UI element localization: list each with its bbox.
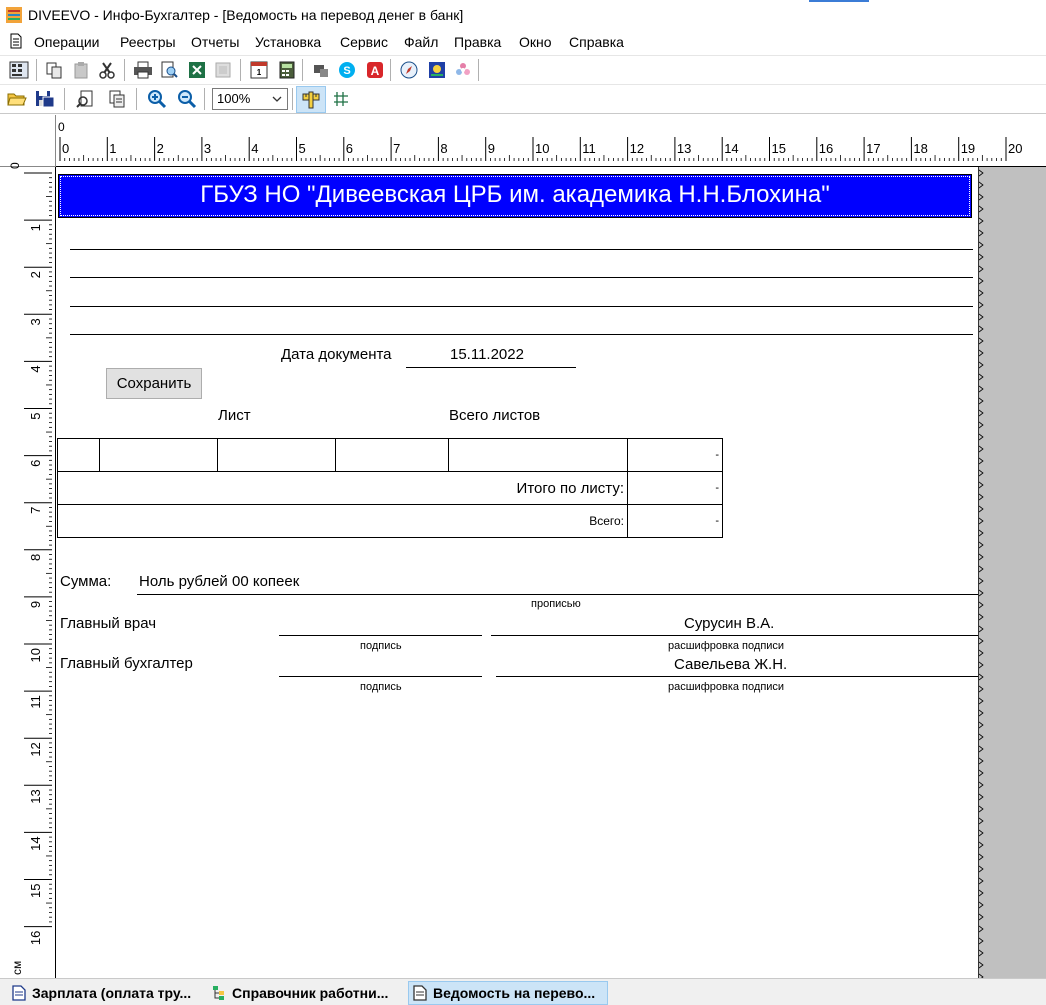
v-ruler-label: 5	[28, 412, 43, 420]
h-ruler-label: 10	[535, 141, 550, 156]
calculator-grid-icon[interactable]	[8, 59, 30, 81]
h-ruler-label: 14	[724, 141, 739, 156]
v-ruler-label: 4	[28, 365, 43, 373]
sum-label: Сумма:	[60, 573, 112, 590]
tree-icon	[212, 985, 226, 1001]
h-ruler-label: 8	[440, 141, 448, 156]
photo-icon[interactable]	[426, 59, 448, 81]
h-ruler-label: 17	[866, 141, 881, 156]
table-row	[58, 439, 723, 472]
tab-transfer-statement-label: Ведомость на перево...	[433, 985, 596, 1001]
h-ruler-label: 7	[393, 141, 401, 156]
paste-icon[interactable]	[70, 59, 92, 81]
ruler-icon	[301, 90, 321, 110]
page-edge-marks	[979, 167, 985, 978]
sheet-total-label: Итого по листу:	[58, 472, 628, 505]
compass-icon[interactable]	[398, 59, 420, 81]
table-cell	[449, 439, 628, 472]
date-label: Дата документа	[281, 346, 392, 363]
v-ruler-label: 7	[28, 506, 43, 514]
open-folder-icon[interactable]	[6, 88, 28, 110]
save-disk-icon[interactable]	[34, 88, 56, 110]
sum-value: Ноль рублей 00 копеек	[139, 573, 300, 590]
vertical-ruler-ticks	[0, 167, 56, 978]
table-cell	[336, 439, 449, 472]
report-view	[0, 115, 1046, 978]
window-title: DIVEEVO - Инфо-Бухгалтер - [Ведомость на перевод денег в банк]	[28, 7, 464, 23]
chief-doctor-name: Сурусин В.А.	[684, 615, 775, 632]
blank-line-3	[70, 306, 973, 307]
total-sheets-label: Всего листов	[449, 407, 541, 424]
menu-window[interactable]: Окно	[519, 34, 552, 50]
ruler-corner	[0, 115, 56, 167]
menu-bar	[0, 30, 1046, 54]
blank-line-1	[70, 249, 973, 250]
v-ruler-label: 12	[28, 742, 43, 757]
save-button[interactable]: Сохранить	[106, 368, 202, 399]
title-bar	[0, 0, 1046, 30]
zoom-out-icon[interactable]	[176, 88, 198, 110]
table-row	[58, 505, 723, 538]
blank-line-2	[70, 277, 973, 278]
document-icon	[12, 985, 26, 1001]
sum-underline	[137, 594, 978, 595]
table-cell	[100, 439, 218, 472]
menu-reports[interactable]: Отчеты	[191, 34, 240, 50]
toolbar-separator	[390, 59, 391, 81]
h-ruler-label: 2	[156, 141, 164, 156]
menu-registries[interactable]: Реестры	[120, 34, 176, 50]
report-toolbar	[0, 84, 1046, 114]
page-margin-background	[978, 167, 1046, 978]
date-value: 15.11.2022	[450, 346, 524, 363]
v-ruler-label: 10	[28, 648, 43, 663]
network-icon[interactable]	[310, 59, 332, 81]
window-tabs	[0, 978, 1046, 1005]
horizontal-ruler-ticks	[56, 115, 1046, 167]
tab-transfer-statement[interactable]	[408, 981, 608, 1005]
h-ruler-label: 13	[676, 141, 692, 156]
sheet-label: Лист	[218, 407, 251, 424]
v-ruler-label: 1	[28, 224, 43, 232]
chief-accountant-signature-line	[279, 676, 482, 677]
h-ruler-label: 20	[1008, 141, 1023, 156]
menu-help[interactable]: Справка	[569, 34, 624, 50]
v-ruler-label: 14	[28, 836, 43, 851]
horizontal-ruler	[56, 115, 1046, 167]
title-accent	[809, 0, 869, 2]
calendar-1c-icon[interactable]	[248, 59, 270, 81]
toolbar-separator	[292, 88, 293, 110]
toolbar-separator	[240, 59, 241, 81]
menu-edit[interactable]: Правка	[454, 34, 502, 50]
zoom-value: 100%	[217, 91, 251, 106]
app-a-icon[interactable]	[364, 59, 386, 81]
menu-settings[interactable]: Установка	[255, 34, 322, 50]
flower-icon[interactable]	[452, 59, 474, 81]
h-ruler-origin: 0	[58, 120, 65, 134]
chief-accountant-decoding-caption: расшифровка подписи	[668, 681, 785, 693]
vertical-ruler	[0, 162, 56, 978]
h-ruler-label: 4	[251, 141, 259, 156]
toolbar-separator	[302, 59, 303, 81]
v-ruler-label: 11	[28, 695, 43, 709]
svg-text:S: S	[343, 65, 351, 77]
v-ruler-label: 15	[28, 883, 43, 898]
preview-icon[interactable]	[158, 59, 180, 81]
chief-doctor-signature-line	[279, 635, 482, 636]
chevron-down-icon	[270, 91, 284, 107]
v-ruler-origin: 0	[8, 162, 22, 169]
chief-accountant-name: Савельева Ж.Н.	[674, 656, 788, 673]
v-ruler-label: 6	[28, 459, 43, 467]
print-icon[interactable]	[132, 59, 154, 81]
tab-employees[interactable]	[208, 981, 404, 1005]
find-page-icon[interactable]	[74, 88, 96, 110]
pages-icon[interactable]	[106, 88, 128, 110]
svg-text:A: A	[370, 64, 380, 78]
v-ruler-label: 3	[28, 318, 43, 326]
toolbar-separator	[136, 88, 137, 110]
v-ruler-label: 16	[28, 930, 43, 946]
h-ruler-label: 18	[913, 141, 928, 156]
toolbar-separator	[478, 59, 479, 81]
v-ruler-label: 9	[28, 600, 43, 609]
table-cell: -	[628, 439, 723, 472]
toolbar-separator	[64, 88, 65, 110]
table-cell	[218, 439, 336, 472]
v-ruler-label: 2	[28, 271, 43, 279]
tab-salary[interactable]	[8, 981, 204, 1005]
h-ruler-label: 3	[203, 141, 212, 156]
v-ruler-unit: см	[10, 960, 24, 975]
h-ruler-label: 16	[818, 141, 834, 156]
ruler-toggle-button[interactable]	[296, 86, 326, 113]
tab-salary-label: Зарплата (оплата тру...	[32, 985, 192, 1001]
menu-operations[interactable]: Операции	[34, 34, 100, 50]
blank-line-4	[70, 334, 973, 335]
org-header: ГБУЗ НО "Дивеевская ЦРБ им. академика Н.Н.Блохина"	[58, 174, 972, 218]
grand-total-value: -	[628, 505, 723, 538]
table-row	[58, 472, 723, 505]
cut-icon[interactable]	[96, 59, 118, 81]
h-ruler-label: 12	[629, 141, 645, 156]
chief-doctor-decoding-caption: расшифровка подписи	[668, 640, 785, 652]
copy-icon[interactable]	[43, 59, 65, 81]
chief-doctor-name-line	[491, 635, 978, 636]
h-ruler-label: 15	[771, 141, 786, 156]
chief-accountant-label: Главный бухгалтер	[60, 655, 193, 672]
date-underline	[406, 367, 576, 368]
tab-employees-label: Справочник работни...	[232, 985, 389, 1001]
calculator-icon[interactable]	[276, 59, 298, 81]
svg-text:1: 1	[256, 68, 262, 77]
v-ruler-label: 8	[28, 553, 43, 562]
app-icon	[6, 7, 22, 23]
skype-icon[interactable]	[336, 59, 358, 81]
sheet-total-value: -	[628, 472, 723, 505]
menu-file[interactable]: Файл	[404, 34, 439, 50]
h-ruler-label: 0	[62, 141, 70, 156]
main-toolbar	[0, 55, 1046, 83]
h-ruler-label: 5	[298, 141, 306, 156]
excel-icon[interactable]	[186, 59, 208, 81]
export-disabled-icon[interactable]	[212, 59, 234, 81]
toolbar-separator	[124, 59, 125, 81]
chief-doctor-label: Главный врач	[60, 615, 157, 632]
payment-table	[57, 438, 723, 538]
h-ruler-label: 1	[109, 141, 117, 156]
zoom-select[interactable]	[212, 88, 288, 110]
toolbar-separator	[204, 88, 205, 110]
h-ruler-label: 19	[960, 141, 976, 156]
table-cell	[58, 439, 100, 472]
document-icon	[413, 985, 427, 1001]
chief-accountant-name-line	[496, 676, 978, 677]
chief-accountant-signature-caption: подпись	[360, 681, 402, 693]
v-ruler-label: 13	[28, 789, 43, 804]
document-icon[interactable]	[10, 33, 22, 49]
chief-doctor-signature-caption: подпись	[360, 640, 402, 652]
grid-icon[interactable]	[330, 88, 352, 110]
menu-service[interactable]: Сервис	[340, 34, 388, 50]
h-ruler-label: 11	[582, 141, 596, 156]
h-ruler-label: 9	[487, 141, 495, 156]
sum-caption: прописью	[531, 598, 581, 610]
grand-total-label: Всего:	[58, 505, 628, 538]
zoom-in-icon[interactable]	[146, 88, 168, 110]
toolbar-separator	[36, 59, 37, 81]
h-ruler-label: 6	[345, 141, 354, 156]
